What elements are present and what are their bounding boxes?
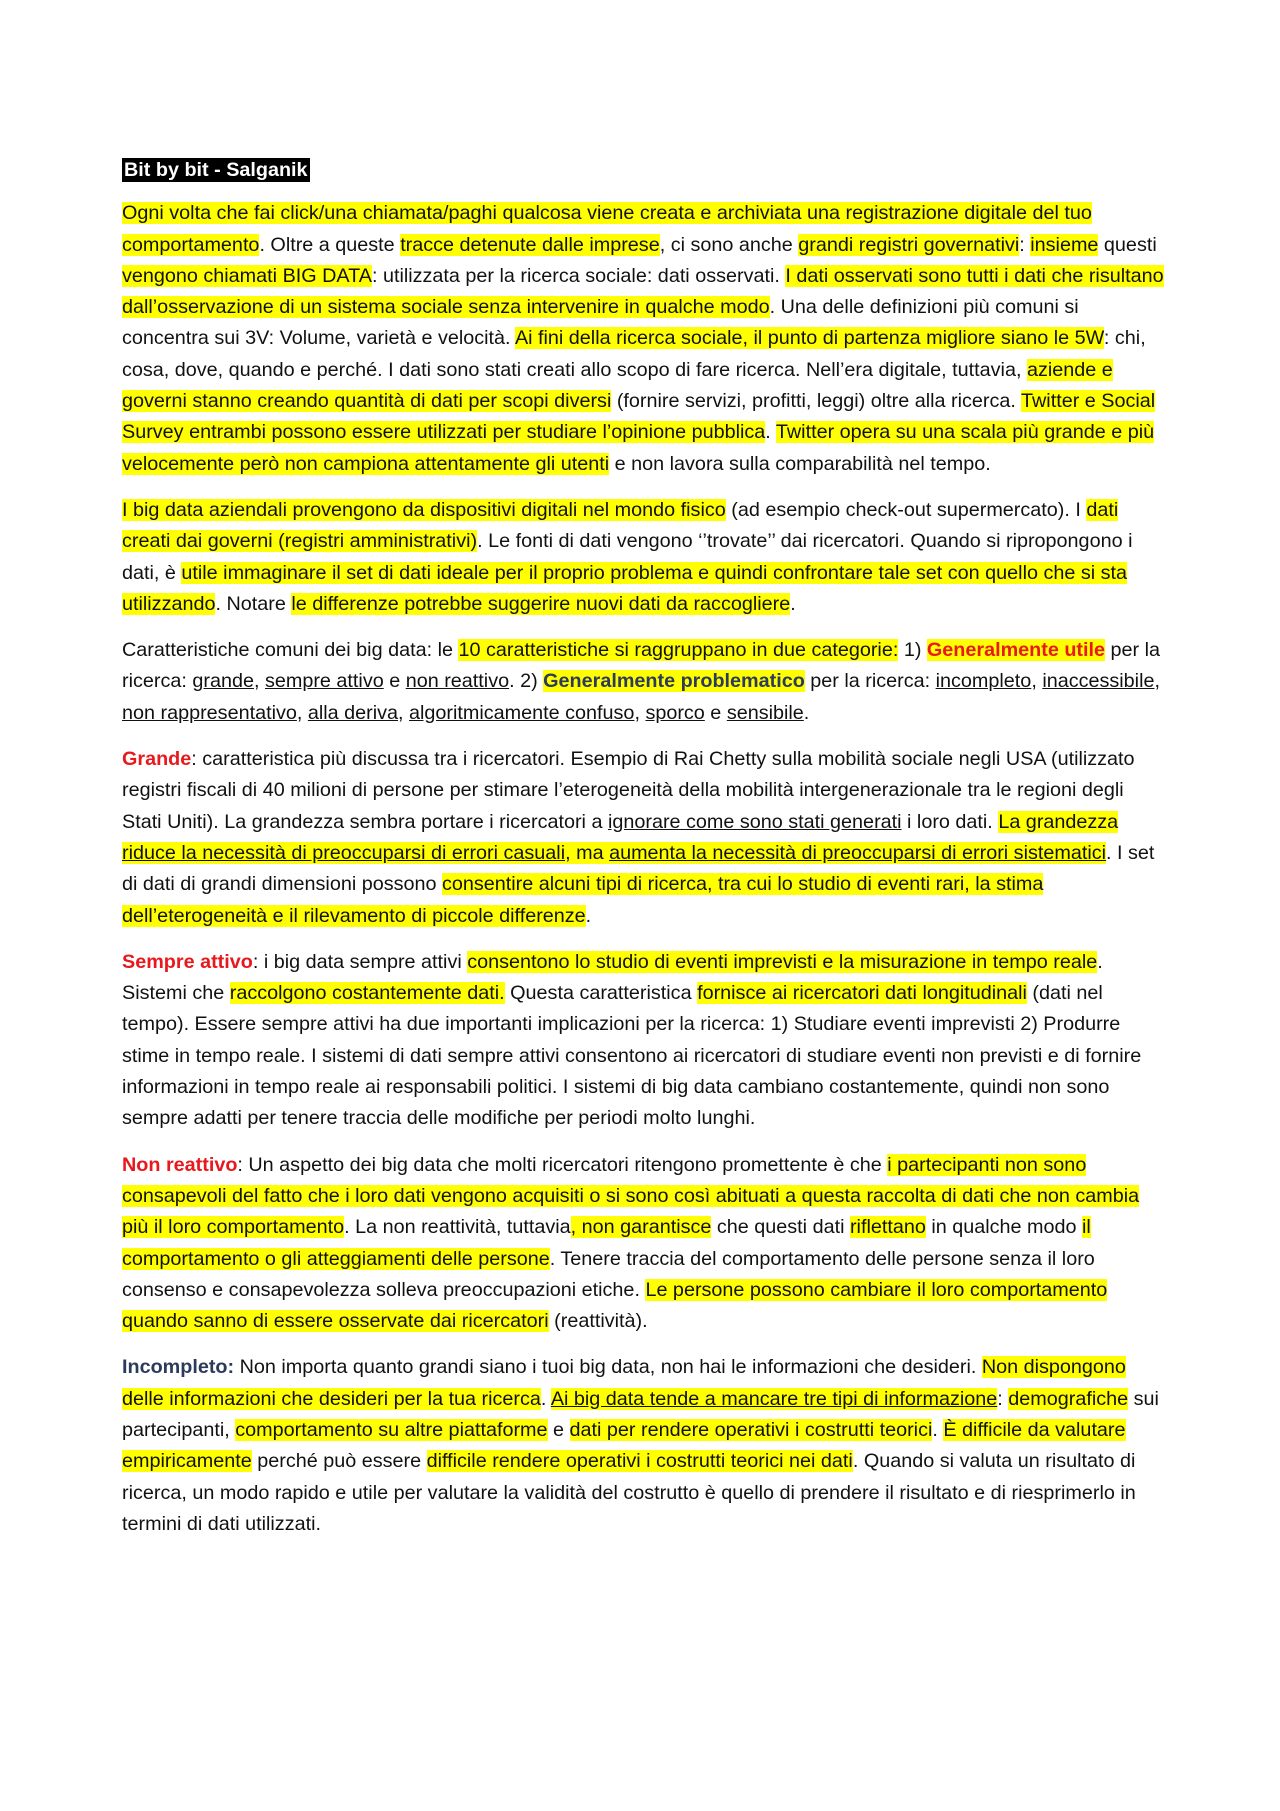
text-run: . 2) xyxy=(509,670,544,693)
text-run: e xyxy=(704,701,727,724)
text-run: . Quando si valuta un risultato di ricerca, un modo rapido e utile per valutare la validità del costrutto è quello di prendere il risultato e di riesprimerlo in termini di dati utilizzati. xyxy=(122,1450,1136,1535)
text-run: Non importa quanto grandi siano i tuoi big data, non hai le informazioni che desideri. xyxy=(234,1356,982,1379)
text-run: . La non reattività, tuttavia xyxy=(344,1216,571,1239)
text-run: vengono chiamati xyxy=(122,264,283,287)
text-run: Twitter xyxy=(1021,390,1080,413)
text-run: Generalmente utile xyxy=(926,639,1106,662)
text-run: consentono lo studio di eventi imprevisti e la misurazione in tempo reale xyxy=(467,950,1098,973)
text-run: sporco xyxy=(645,701,705,724)
text-run: Incompleto: xyxy=(122,1356,235,1379)
text-run: . xyxy=(540,1387,551,1410)
text-run: Grande xyxy=(122,748,192,771)
text-run: entrambi possono essere utilizzati per studiare l’opinione pubblica xyxy=(183,421,766,444)
text-run: BIG DATA xyxy=(282,264,372,287)
text-run: fornisce ai ricercatori dati longitudinali xyxy=(697,982,1027,1005)
document-title: Bit by bit - Salganik xyxy=(124,159,308,181)
text-run: reattività xyxy=(560,1310,636,1333)
paragraph-incompleto xyxy=(122,1352,1167,1540)
text-run: e xyxy=(383,670,406,693)
text-run: (fornire servizi, profitti, leggi) oltre alla ricerca. xyxy=(611,390,1022,413)
text-run: raccolgono costantemente dati. xyxy=(229,982,505,1005)
text-run: , xyxy=(1154,670,1160,693)
text-run: riduce la necessità di preoccuparsi di errori casuali xyxy=(122,841,566,864)
text-run: . xyxy=(790,592,796,615)
text-run: 5W xyxy=(1074,327,1104,350)
text-run: . xyxy=(585,904,592,927)
text-run: registri amministrativi xyxy=(284,530,471,553)
paragraph-non-reattivo xyxy=(122,1150,1167,1338)
text-run: . I set di dati di grandi dimensioni possono xyxy=(122,841,1155,896)
text-run: . Una delle definizioni più comuni si concentra sui xyxy=(122,296,1079,350)
text-run: difficile rendere operativi i costrutti teorici nei dati xyxy=(426,1450,853,1473)
text-run: Le persone possono cambiare il loro comportamento quando sanno di essere osservate dai ricercatori xyxy=(122,1278,1108,1333)
text-run: : Un aspetto dei big data che molti ricercatori ritengono promettente è che xyxy=(237,1153,888,1176)
text-run: dati creati dai governi ( xyxy=(122,498,1119,553)
text-run: , xyxy=(253,670,265,693)
text-run: aumenta la necessità di preoccuparsi di errori sistematici xyxy=(609,841,1107,864)
text-run: , xyxy=(634,701,646,724)
text-run: Questa caratteristica xyxy=(504,982,698,1005)
text-run: big data aziendali xyxy=(133,498,287,521)
text-run: , ma xyxy=(565,841,610,864)
document-body xyxy=(122,155,1167,1555)
text-run: . xyxy=(765,421,776,444)
text-run: i partecipanti non sono consapevoli del fatto che i loro dati vengono acquisiti o si sono così abituati a questa raccolta di dati che non cambia più il loro comportamento xyxy=(122,1153,1140,1239)
text-run: : utilizzata per la ricerca sociale: dati osservati. xyxy=(371,264,786,287)
text-run: questi xyxy=(1098,233,1157,256)
text-run: provengono da dispositivi digitali nel mondo fisico xyxy=(286,498,726,521)
text-run: sensibile xyxy=(726,701,804,724)
text-run: i loro dati. xyxy=(901,810,999,833)
paragraph-intro xyxy=(122,198,1167,480)
text-run: , non garantisce xyxy=(570,1216,712,1239)
title-line xyxy=(122,155,1167,186)
text-run: . Tenere traccia del comportamento delle persone senza il loro consenso e consapevolezza solleva preoccupazioni etiche. xyxy=(122,1247,1095,1301)
text-run: alla deriva xyxy=(307,701,399,724)
paragraph-grande xyxy=(122,744,1167,932)
text-run: Non dispongono delle informazioni che desideri per la tua ricerca xyxy=(122,1356,1126,1410)
text-run: 1) xyxy=(898,639,927,662)
text-run: dati osservati xyxy=(796,264,913,287)
text-run: : xyxy=(1019,233,1031,256)
text-run: Ai fini della ricerca sociale, il punto di partenza migliore siano le xyxy=(514,327,1075,350)
text-run: riflettano xyxy=(849,1216,926,1239)
text-run: . Le xyxy=(477,530,516,553)
text-run: non rappresentativo xyxy=(122,701,297,724)
text-run: scopi diversi xyxy=(502,390,612,413)
text-run: Generalmente problematico xyxy=(543,670,805,693)
text-run: ignorare come sono stati generati xyxy=(607,810,902,833)
text-run: Ogni volta che fai click/una chiamata/paghi qualcosa viene creata e archiviata una registrazione digitale del tuo comportamento xyxy=(122,202,1092,256)
text-run: Non reattivo xyxy=(122,1153,238,1176)
text-run: . Oltre a queste xyxy=(259,233,401,256)
text-run: La grandezza xyxy=(998,810,1119,833)
text-run: grande xyxy=(192,670,254,693)
text-run: sono tutti i dati che risultano dall’osservazione di un sistema sociale senza intervenire in qualche modo xyxy=(122,264,1164,319)
paragraph-sempre-attivo xyxy=(122,947,1167,1135)
text-run: I xyxy=(122,498,133,521)
text-run: . Notare xyxy=(215,592,292,615)
text-run: sui partecipanti, xyxy=(122,1387,1159,1441)
text-run: ) xyxy=(470,530,478,553)
text-run: (ad esempio check-out supermercato). I xyxy=(725,498,1087,521)
text-run: fonti xyxy=(515,530,553,553)
text-run: 3V xyxy=(245,327,269,350)
text-run: demografiche xyxy=(1008,1387,1129,1410)
text-run: per la ricerca: xyxy=(122,639,1160,693)
text-run: , xyxy=(296,701,308,724)
text-run: le differenze potrebbe suggerire nuovi dati da raccogliere xyxy=(291,592,791,615)
text-run: : Volume, varietà e velocità. xyxy=(268,327,515,350)
text-run: (dati nel tempo). Essere sempre attivi ha due importanti implicazioni per la ricerca: 1) Studiare eventi imprevisti 2) Produrre stime in tempo reale. I sistemi di dati sempre attivi consentono ai ricercatori di studiare eventi non previsti e di fornire informazioni in tempo reale ai responsabili politici. I sistemi di big data cambiano costantemente, quindi non sono sempre adatti per tenere traccia delle modifiche per periodi molto lunghi. xyxy=(122,982,1142,1130)
text-run: che questi dati xyxy=(711,1216,850,1239)
text-run: dati per rendere operativi i costrutti teorici xyxy=(569,1418,933,1441)
text-run: insieme xyxy=(1030,233,1099,256)
text-run: tracce detenute dalle imprese xyxy=(400,233,660,256)
text-run: : le xyxy=(426,639,459,662)
text-run: comportamento su altre piattaforme xyxy=(235,1418,548,1441)
text-run: , xyxy=(1031,670,1043,693)
text-run: Caratteristiche comuni dei big data xyxy=(122,639,427,662)
text-run: e xyxy=(547,1418,570,1441)
text-run: algoritmicamente confuso xyxy=(409,701,635,724)
text-run: sempre attivo xyxy=(264,670,384,693)
text-run: inaccessibile xyxy=(1042,670,1155,693)
text-run: Ai big data tende a mancare tre tipi di informazione xyxy=(550,1387,998,1410)
text-run: utile immaginare il set di dati ideale per il proprio problema e quindi confrontare tale set con quello che si sta utilizzando xyxy=(122,561,1128,615)
text-run: il comportamento o gli atteggiamenti delle persone xyxy=(122,1216,1091,1270)
text-run: per la ricerca: xyxy=(804,670,936,693)
text-run: : xyxy=(997,1387,1009,1410)
text-run: consentire alcuni tipi di ricerca, tra cui lo studio di eventi rari, la stima dell’eterogeneità e il rilevamento di piccole differenze xyxy=(122,873,1044,927)
text-run: non reattivo xyxy=(405,670,510,693)
text-run: Social Survey xyxy=(122,390,1156,444)
text-run: grandi registri governativi xyxy=(798,233,1020,256)
text-run: ( xyxy=(548,1310,561,1333)
text-run: : caratteristica più discussa tra i ricercatori. Esempio di Rai Chetty sulla mobilità sociale negli USA (utilizzato registri fiscali di 40 milioni di persone per stimare l’eterogeneità della mobilità intergenerazionale tra le regioni degli Stati Uniti). La grandezza sembra portare i ricercatori a xyxy=(122,748,1135,833)
text-run: aziende e governi stanno creando quantità di dati per xyxy=(122,358,1113,413)
text-run: e non lavora sulla comparabilità nel tempo. xyxy=(609,452,991,475)
text-run: Sempre attivo xyxy=(122,950,253,973)
text-run: e xyxy=(1079,390,1102,413)
text-run: . Sistemi che xyxy=(122,950,1103,1005)
text-run: È difficile da valutare empiricamente xyxy=(122,1418,1126,1473)
paragraph-caratteristiche xyxy=(122,635,1167,729)
text-run: , xyxy=(398,701,410,724)
text-run: : chi, cosa, dove, quando e perché. I dati sono stati creati allo scopo di fare ricerca. Nell’era digitale, tuttavia, xyxy=(122,327,1146,381)
text-run: . xyxy=(803,701,810,724)
text-run: incompleto xyxy=(935,670,1032,693)
paragraph-big-data-aziendali xyxy=(122,495,1167,620)
text-run: perché può essere xyxy=(251,1450,427,1473)
text-run: di dati vengono ‘’trovate’’ dai ricercatori. Quando si ripropongono i dati, è xyxy=(122,530,1133,584)
text-run: 10 caratteristiche si raggruppano in due categorie: xyxy=(458,639,899,662)
text-run: , ci sono anche xyxy=(659,233,799,256)
text-run: in qualche modo xyxy=(925,1216,1082,1239)
text-run: ). xyxy=(635,1310,648,1333)
text-run: Twitter opera su una scala più grande e più velocemente però non campiona attentamente gli utenti xyxy=(122,421,1155,475)
text-run: : i big data sempre attivi xyxy=(252,950,468,973)
text-run: . xyxy=(932,1418,944,1441)
text-run: I xyxy=(785,264,797,287)
